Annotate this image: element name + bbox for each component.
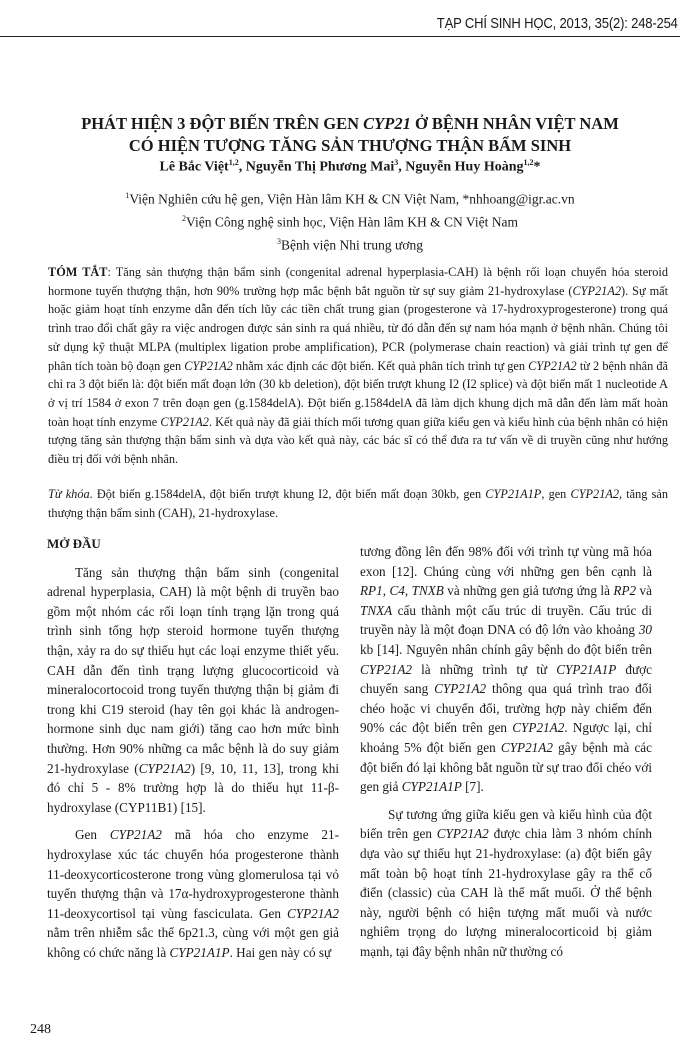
text-run: . Hai gen này có sự <box>229 944 332 960</box>
page-number: 248 <box>30 1022 51 1037</box>
text-run: là những trình tự từ <box>412 661 557 677</box>
italic-text: CYP21A1P <box>556 661 617 677</box>
paragraph <box>360 542 652 797</box>
text-run: [7]. <box>461 779 484 795</box>
italic-text: CYP21A2 <box>570 487 620 501</box>
text-run: , gen <box>541 487 571 501</box>
text-run: , tăng sản thượng thận bẩm sinh (CAH), 21-hydroxylase. <box>48 487 668 520</box>
text-run: Viện Công nghệ sinh học, Viện Hàn lâm KH & CN Việt Nam <box>186 214 518 230</box>
italic-text: CYP21A2 <box>512 720 565 736</box>
superscript: 3 <box>394 158 399 167</box>
affiliations <box>0 186 700 255</box>
italic-text: CYP21A1P <box>169 944 230 960</box>
text-run: Bệnh viện Nhi trung ương <box>281 237 423 253</box>
italic-text: CYP21A2 <box>528 358 577 373</box>
affiliation <box>0 186 700 209</box>
text-run: Sự tương ứng giữa kiểu gen và kiểu hình của đột biến trên gen <box>360 806 652 842</box>
text-run: Viện Nghiên cứu hệ gen, Viện Hàn lâm KH & CN Việt Nam, *nhhoang@igr.ac.vn <box>129 191 575 207</box>
italic-text: CYP21A2 <box>184 358 233 373</box>
section-heading: MỞ ĐẦU <box>47 536 101 551</box>
bold-label: TÓM TẮT <box>48 265 108 279</box>
italic-text: 30 <box>638 622 652 638</box>
text-run: , Nguyễn Huy Hoàng <box>398 159 524 175</box>
italic-text: CYP21A2 <box>436 826 489 842</box>
text-run: ) [9, 10, 11, 13], trong khi đó chỉ 5 - 8% trường hợp là do thiếu hụt 11-β-hydroxylase (CYP11B1) [15]. <box>47 760 339 815</box>
affiliation <box>0 232 700 255</box>
italic-text: CYP21A2 <box>434 681 487 697</box>
text-run: , Nguyễn Thị Phương Mai <box>238 159 395 175</box>
superscript: 2 <box>182 214 187 223</box>
italic-text: CYP21 <box>363 114 411 133</box>
title-line <box>0 113 700 135</box>
italic-text: CYP21A2 <box>500 739 553 755</box>
text-run: ). Sự mất hoặc giảm hoạt tính enzyme dẫn đến tích lũy các tiền chất trung gian (progesterone và 17-hydroxyprogesterone) trong quá trình trao đổi chất gây ra việc androgen được sản sinh ra quá nhiều, từ đó dẫn đến sự nam hóa mạnh ở bệnh nhân. Chúng tôi sử dụng kỹ thuật MLPA (multiplex ligation probe amplification), PCR (polymerase chain reaction) và giải trình tự gen để phân tích toàn bộ đoạn gen <box>48 283 669 373</box>
right-column <box>360 542 652 969</box>
text-run: kb [14]. Nguyên nhân chính gây bệnh do đột biến trên <box>360 641 652 657</box>
left-column <box>47 534 339 970</box>
italic-text: TNXB <box>411 583 444 599</box>
text-run: được chia làm 3 nhóm chính dựa vào sự thiếu hụt 21-hydroxylase: (a) đột biến gây mất toàn bộ hoạt tính 21-hydroxylase gây ra thể cổ điển (classic) của CAH là thể mất muối. Ở thể bệnh này, người bệnh có hiện tượng mất muối và nước nghiêm trọng do lượng mineralocorticoid bị giảm mạnh, tại đây bệnh nhân nữ thường có <box>360 826 652 959</box>
italic-text: C4 <box>389 583 405 599</box>
text-run: Lê Bắc Việt <box>159 159 229 175</box>
text-run: . Ngược lại, chỉ khoảng 5% đột biến gen <box>360 720 652 755</box>
text-run: . Kết quả này đã giải thích mối tương quan giữa kiểu gen và kiểu hình của bệnh nhân có hiện tượng tăng sản thượng thận bẩm sinh và dựa vào kết quả này, các bác sĩ có thể đưa ra tư vấn về di truyền cũng như hướng điều trị đối với bệnh nhân. <box>48 414 668 467</box>
text-run: mã hóa cho enzyme 21-hydroxylase xúc tác chuyển hóa progesterone thành 11-deoxycorticosterone trong vùng glomerulosa tại vỏ tuyến thượng thận và 17α-hydroxyprogesterone thành 11-deoxycortisol tại vùng fasciculata. Gen <box>47 827 339 921</box>
text-run: Gen <box>75 827 110 843</box>
italic-text: RP2 <box>613 583 637 599</box>
text-run: và những gen giả tương ứng là <box>443 583 614 599</box>
text-run: Ở BỆNH NHÂN VIỆT NAM <box>410 114 619 133</box>
journal-header: TẠP CHÍ SINH HỌC, 2013, 35(2): 248-254 <box>437 16 678 32</box>
italic-text: CYP21A1P <box>485 487 542 501</box>
paragraph <box>360 805 652 962</box>
text-run: thông qua quá trình trao đổi chéo hoặc vi chuyển đổi, trường hợp này chiếm đến 90% các đột biến trên gen <box>360 681 652 736</box>
italic-text: CYP21A2 <box>109 827 162 843</box>
text-run: cấu thành một cấu trúc di truyền. Cấu trúc di truyền này là một đoạn DNA có độ lớn vào khoảng <box>360 602 652 638</box>
affiliation <box>0 209 700 232</box>
italic-text: Từ khóa <box>48 487 90 501</box>
superscript: 1,2 <box>228 158 239 167</box>
paragraph <box>47 563 339 818</box>
paragraph <box>47 825 339 962</box>
text-run: CÓ HIỆN TƯỢNG TĂNG SẢN THƯỢNG THẬN BẨM SINH <box>128 136 572 155</box>
text-run: . Đột biến g.1584delA, đột biến trượt khung I2, đột biến mất đoạn 30kb, gen <box>89 487 486 501</box>
text-run: từ 2 bệnh nhân đã chỉ ra 3 đột biến là: đột biến mất đoạn lớn (30 kb deletion), đột biến trượt khung I2 (I2 splice) và đột biến mất 1 nucleotide A ở vị trí 1584 ở exon 7 trên đoạn gen (g.1584delA). Đột biến g.1584delA đã làm dịch khung dịch mã dẫn đến làm mất hoàn toàn hoạt tính enzyme <box>48 358 669 429</box>
authors <box>0 158 700 176</box>
text-run: được chuyển sang <box>360 661 652 697</box>
title-line <box>0 135 700 157</box>
text-run: * <box>533 159 541 175</box>
article-title <box>0 113 700 157</box>
text-run: và <box>636 583 653 599</box>
italic-text: CYP21A2 <box>360 661 413 677</box>
italic-text: TNXA <box>360 602 393 618</box>
text-run: Tăng sản thượng thận bẩm sinh (congenital adrenal hyperplasia, CAH) là một bệnh di truyền bao gồm một nhóm các rối loạn tính trạng lặn trong quá trình sinh tổng hợp steroid hormone tuyến thượng thận, xảy ra do sự thiếu hụt các loại enzyme thiết yếu. CAH dẫn đến tình trạng lượng glucocorticoid và mineralocortocoid trong tuyến thượng thận bị giảm đi trong khi C19 steroid (hay tên gọi khác là androgen-hormone sinh dục nam giới) tăng cao hơn mức bình thường. Hơn 90% những ca mắc bệnh là do suy giảm 21-hydroxylase ( <box>47 564 339 776</box>
text-run: tương đồng lên đến 98% đối với trình tự vùng mã hóa exon [12]. Chúng cùng với những gen bên cạnh là <box>360 544 652 579</box>
superscript: 1 <box>125 191 130 200</box>
abstract <box>48 263 668 469</box>
keywords <box>48 485 668 522</box>
text-run: nằm trên nhiễm sắc thể 6p21.3, cùng với một gen giả không có chức năng là <box>47 925 339 960</box>
text-run: nhằm xác định các đột biến. Kết quả phân tích trình tự gen <box>232 358 529 373</box>
superscript: 1,2 <box>523 158 534 167</box>
italic-text: CYP21A1P <box>401 779 462 795</box>
header-rule <box>0 36 680 37</box>
italic-text: CYP21A2 <box>286 905 339 921</box>
italic-text: CYP21A2 <box>138 760 191 776</box>
italic-text: CYP21A2 <box>160 414 209 429</box>
text-run: PHÁT HIỆN 3 ĐỘT BIẾN TRÊN GEN <box>81 114 364 133</box>
superscript: 3 <box>277 237 282 246</box>
italic-text: CYP21A2 <box>572 283 621 298</box>
text-run: , <box>382 583 390 599</box>
text-run: gây bệnh mà các đột biến đó lại không bắt nguồn từ sự trao đổi chéo với gen giả <box>360 739 652 795</box>
text-run: : Tăng sản thượng thận bẩm sinh (congenital adrenal hyperplasia-CAH) là bệnh rối loạn chuyển hóa steroid hormone tuyến thượng thận, hơn 90% trường hợp mắc bệnh bắt nguồn từ sự suy giảm 21-hydroxylase ( <box>48 265 668 298</box>
text-run: , <box>404 583 412 599</box>
italic-text: RP1 <box>360 583 383 599</box>
